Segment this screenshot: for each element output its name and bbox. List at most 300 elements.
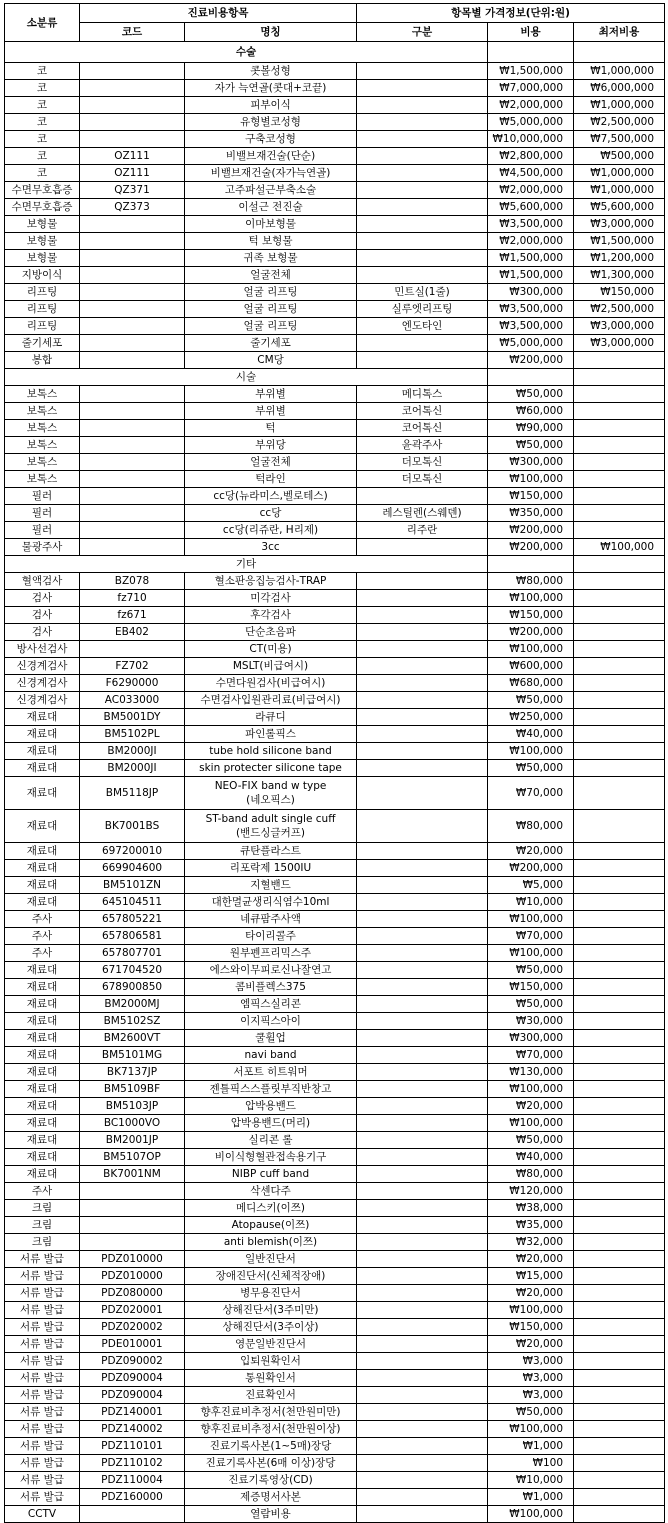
cell-subcat: 크림 [5, 1234, 80, 1251]
cell-name: 비밸브재건술(자가늑연골) [185, 165, 357, 182]
cell-cost: ₩50,000 [488, 996, 574, 1013]
table-row [5, 148, 665, 165]
section-empty-cell [574, 369, 665, 386]
table-row [5, 335, 665, 352]
cell-cost: ₩20,000 [488, 843, 574, 860]
table-row [5, 860, 665, 877]
cell-name: 서포트 히트워머 [185, 1064, 357, 1081]
cell-cost: ₩600,000 [488, 658, 574, 675]
cell-type [357, 743, 488, 760]
table-row [5, 1353, 665, 1370]
cell-subcat: 물광주사 [5, 539, 80, 556]
cell-subcat: 수면무호흡증 [5, 199, 80, 216]
cell-cost: ₩20,000 [488, 1336, 574, 1353]
cell-code: AC033000 [80, 692, 185, 709]
cell-subcat: 재료대 [5, 1115, 80, 1132]
cell-subcat: 서류 발급 [5, 1353, 80, 1370]
cell-min-cost [574, 1336, 665, 1353]
cell-name: 입퇴원확인서 [185, 1353, 357, 1370]
cell-name: skin protecter silicone tape [185, 760, 357, 777]
cell-code [80, 318, 185, 335]
cell-code: PDZ010000 [80, 1251, 185, 1268]
cell-name: 얼굴전체 [185, 454, 357, 471]
table-row [5, 573, 665, 590]
cell-name: Atopause(이쯔) [185, 1217, 357, 1234]
cell-min-cost [574, 573, 665, 590]
cell-min-cost [574, 979, 665, 996]
cell-type [357, 1200, 488, 1217]
header-group-items: 진료비용항목 [80, 4, 357, 23]
cell-code: BK7137JP [80, 1064, 185, 1081]
cell-min-cost: ₩500,000 [574, 148, 665, 165]
cell-min-cost [574, 454, 665, 471]
cell-name: 제증명서사본 [185, 1489, 357, 1506]
cell-cost: ₩300,000 [488, 284, 574, 301]
cell-subcat: 재료대 [5, 743, 80, 760]
cell-cost: ₩300,000 [488, 1030, 574, 1047]
cell-code: PDZ010000 [80, 1268, 185, 1285]
cell-min-cost [574, 607, 665, 624]
cell-name: 줄기세포 [185, 335, 357, 352]
table-row [5, 1149, 665, 1166]
cell-name: 비밸브재건술(단순) [185, 148, 357, 165]
cell-code: BM5101MG [80, 1047, 185, 1064]
cell-cost: ₩5,000 [488, 877, 574, 894]
cell-cost: ₩680,000 [488, 675, 574, 692]
cell-code [80, 420, 185, 437]
cell-type: 레스틸렌(스웨덴) [357, 505, 488, 522]
cell-name: cc당(뉴라미스,벨로테스) [185, 488, 357, 505]
cell-subcat: 검사 [5, 607, 80, 624]
cell-code [80, 267, 185, 284]
cell-code: PDZ160000 [80, 1489, 185, 1506]
cell-type [357, 1013, 488, 1030]
cell-name: 진료확인서 [185, 1387, 357, 1404]
cell-min-cost: ₩1,000,000 [574, 63, 665, 80]
cell-type [357, 1336, 488, 1353]
cell-type [357, 148, 488, 165]
cell-type [357, 1166, 488, 1183]
cell-code: BM2600VT [80, 1030, 185, 1047]
cell-cost: ₩5,000,000 [488, 114, 574, 131]
cell-cost: ₩4,500,000 [488, 165, 574, 182]
table-row [5, 1115, 665, 1132]
table-row [5, 386, 665, 403]
cell-name: 파인롤픽스 [185, 726, 357, 743]
cell-code [80, 1506, 185, 1523]
cell-subcat: 보톡스 [5, 454, 80, 471]
cell-type [357, 1132, 488, 1149]
cell-name: 얼굴 리프팅 [185, 318, 357, 335]
cell-name: CT(미용) [185, 641, 357, 658]
cell-cost: ₩100,000 [488, 945, 574, 962]
cell-min-cost [574, 996, 665, 1013]
cell-subcat: 필러 [5, 505, 80, 522]
cell-code: BM2001JP [80, 1132, 185, 1149]
cell-min-cost: ₩1,300,000 [574, 267, 665, 284]
table-row [5, 675, 665, 692]
table-row [5, 1336, 665, 1353]
cell-type [357, 641, 488, 658]
cell-min-cost [574, 488, 665, 505]
cell-subcat: 서류 발급 [5, 1370, 80, 1387]
cell-name: 상해진단서(3주이상) [185, 1319, 357, 1336]
cell-type [357, 233, 488, 250]
cell-name: 향후진료비추정서(천만원미만) [185, 1404, 357, 1421]
cell-min-cost [574, 1285, 665, 1302]
cell-type [357, 1115, 488, 1132]
cell-type [357, 607, 488, 624]
table-row [5, 641, 665, 658]
cell-type [357, 1149, 488, 1166]
cell-cost: ₩1,500,000 [488, 250, 574, 267]
cell-type [357, 810, 488, 843]
cell-min-cost [574, 692, 665, 709]
cell-cost: ₩50,000 [488, 437, 574, 454]
cell-name: cc당(리쥬란, H리제) [185, 522, 357, 539]
cell-code: F6290000 [80, 675, 185, 692]
table-row [5, 522, 665, 539]
cell-subcat: 서류 발급 [5, 1404, 80, 1421]
table-row [5, 709, 665, 726]
table-row [5, 692, 665, 709]
cell-subcat: 재료대 [5, 1132, 80, 1149]
cell-min-cost [574, 1319, 665, 1336]
cell-type: 코어톡신 [357, 403, 488, 420]
cell-subcat: 재료대 [5, 1166, 80, 1183]
cell-min-cost [574, 1421, 665, 1438]
header-min-cost: 최저비용 [574, 23, 665, 42]
cell-subcat: 서류 발급 [5, 1421, 80, 1438]
table-row [5, 352, 665, 369]
cell-min-cost [574, 1268, 665, 1285]
cell-min-cost [574, 471, 665, 488]
cell-cost: ₩30,000 [488, 1013, 574, 1030]
section-row [5, 42, 665, 63]
cell-type [357, 1217, 488, 1234]
cell-code [80, 437, 185, 454]
cell-type [357, 860, 488, 877]
cell-code [80, 522, 185, 539]
cell-type [357, 843, 488, 860]
cell-name: 압박용밴드 [185, 1098, 357, 1115]
price-table [4, 3, 665, 1523]
cell-type: 더모톡신 [357, 454, 488, 471]
cell-code: PDE010001 [80, 1336, 185, 1353]
table-row [5, 743, 665, 760]
cell-min-cost [574, 1013, 665, 1030]
cell-subcat: 필러 [5, 522, 80, 539]
cell-type [357, 928, 488, 945]
table-row [5, 1047, 665, 1064]
cell-cost: ₩15,000 [488, 1268, 574, 1285]
cell-cost: ₩3,500,000 [488, 318, 574, 335]
table-row [5, 488, 665, 505]
table-row [5, 454, 665, 471]
cell-name: 진료기록사본(1~5매)장당 [185, 1438, 357, 1455]
cell-name: 네큐팜주사액 [185, 911, 357, 928]
cell-min-cost [574, 1251, 665, 1268]
cell-name: 타이리콜주 [185, 928, 357, 945]
table-row [5, 810, 665, 843]
cell-min-cost: ₩5,600,000 [574, 199, 665, 216]
cell-type: 실루엣리프팅 [357, 301, 488, 318]
cell-min-cost [574, 624, 665, 641]
cell-type [357, 777, 488, 810]
cell-name: 압박용밴드(머리) [185, 1115, 357, 1132]
cell-code: BK7001BS [80, 810, 185, 843]
cell-type [357, 267, 488, 284]
cell-min-cost [574, 641, 665, 658]
cell-subcat: 재료대 [5, 860, 80, 877]
table-row [5, 267, 665, 284]
cell-name: 대한멸균생리식염수10ml [185, 894, 357, 911]
cell-subcat: 재료대 [5, 1030, 80, 1047]
cell-subcat: 주사 [5, 928, 80, 945]
cell-name: 젠틀픽스스플릿부직반창고 [185, 1081, 357, 1098]
cell-min-cost: ₩150,000 [574, 284, 665, 301]
table-row [5, 1438, 665, 1455]
cell-min-cost [574, 1149, 665, 1166]
cell-cost: ₩3,500,000 [488, 301, 574, 318]
cell-type: 리주란 [357, 522, 488, 539]
cell-name: 에스와이무피로신나잘연고 [185, 962, 357, 979]
cell-cost: ₩100,000 [488, 1302, 574, 1319]
cell-type [357, 1353, 488, 1370]
cell-cost: ₩200,000 [488, 352, 574, 369]
cell-cost: ₩10,000,000 [488, 131, 574, 148]
cell-min-cost [574, 1166, 665, 1183]
table-row [5, 403, 665, 420]
cell-name: anti blemish(이쯔) [185, 1234, 357, 1251]
table-row [5, 1234, 665, 1251]
cell-subcat: 수면무호흡증 [5, 182, 80, 199]
cell-subcat: 재료대 [5, 843, 80, 860]
cell-subcat: 코 [5, 148, 80, 165]
cell-name: 피부이식 [185, 97, 357, 114]
table-row [5, 420, 665, 437]
cell-min-cost [574, 709, 665, 726]
cell-min-cost [574, 726, 665, 743]
cell-cost: ₩3,000 [488, 1370, 574, 1387]
cell-name: 쿨휠업 [185, 1030, 357, 1047]
cell-subcat: 혈액검사 [5, 573, 80, 590]
cell-subcat: 리프팅 [5, 301, 80, 318]
cell-subcat: 주사 [5, 1183, 80, 1200]
cell-cost: ₩80,000 [488, 1166, 574, 1183]
cell-code: BM5102PL [80, 726, 185, 743]
table-row [5, 284, 665, 301]
cell-code [80, 250, 185, 267]
cell-subcat: 보형물 [5, 233, 80, 250]
cell-min-cost [574, 386, 665, 403]
cell-name: 구축코성형 [185, 131, 357, 148]
header-cost: 비용 [488, 23, 574, 42]
cell-name: 향후진료비추정서(천만원이상) [185, 1421, 357, 1438]
cell-type [357, 131, 488, 148]
cell-cost: ₩150,000 [488, 1319, 574, 1336]
cell-name: 유형별코성형 [185, 114, 357, 131]
cell-cost: ₩100,000 [488, 911, 574, 928]
cell-cost: ₩70,000 [488, 928, 574, 945]
cell-cost: ₩100,000 [488, 471, 574, 488]
cell-type [357, 488, 488, 505]
table-row [5, 624, 665, 641]
cell-code [80, 1234, 185, 1251]
cell-min-cost [574, 1234, 665, 1251]
cell-subcat: 재료대 [5, 1013, 80, 1030]
cell-type [357, 945, 488, 962]
cell-name: 영문일반진단서 [185, 1336, 357, 1353]
cell-cost: ₩50,000 [488, 1404, 574, 1421]
table-row [5, 1421, 665, 1438]
table-row [5, 877, 665, 894]
table-row [5, 1013, 665, 1030]
cell-min-cost: ₩1,000,000 [574, 97, 665, 114]
table-row [5, 996, 665, 1013]
table-row [5, 1404, 665, 1421]
cell-min-cost [574, 1217, 665, 1234]
table-row [5, 250, 665, 267]
cell-code: 645104511 [80, 894, 185, 911]
table-row [5, 63, 665, 80]
cell-name: 비이식형혈관접속용기구 [185, 1149, 357, 1166]
cell-code: BC1000VO [80, 1115, 185, 1132]
cell-type [357, 1098, 488, 1115]
cell-type [357, 182, 488, 199]
cell-min-cost [574, 1115, 665, 1132]
cell-type [357, 573, 488, 590]
header-name: 명칭 [185, 23, 357, 42]
cell-name: 얼굴전체 [185, 267, 357, 284]
cell-cost: ₩2,000,000 [488, 233, 574, 250]
cell-code [80, 1183, 185, 1200]
cell-cost: ₩2,800,000 [488, 148, 574, 165]
cell-type [357, 692, 488, 709]
cell-min-cost [574, 590, 665, 607]
cell-cost: ₩200,000 [488, 860, 574, 877]
cell-code: PDZ090004 [80, 1387, 185, 1404]
table-row [5, 777, 665, 810]
cell-type: 윤곽주사 [357, 437, 488, 454]
cell-name: 이지픽스아이 [185, 1013, 357, 1030]
cell-code: PDZ090004 [80, 1370, 185, 1387]
cell-type: 더모톡신 [357, 471, 488, 488]
cell-min-cost [574, 437, 665, 454]
cell-cost: ₩300,000 [488, 454, 574, 471]
cell-cost: ₩38,000 [488, 1200, 574, 1217]
cell-cost: ₩100,000 [488, 590, 574, 607]
table-row [5, 1455, 665, 1472]
cell-name: 턱 [185, 420, 357, 437]
cell-code: PDZ110004 [80, 1472, 185, 1489]
header-group-price: 항목별 가격정보(단위:원) [357, 4, 665, 23]
cell-subcat: 리프팅 [5, 284, 80, 301]
table-row [5, 182, 665, 199]
cell-name: 열람비용 [185, 1506, 357, 1523]
table-row [5, 1183, 665, 1200]
cell-subcat: 재료대 [5, 1064, 80, 1081]
cell-subcat: 재료대 [5, 996, 80, 1013]
cell-min-cost [574, 1132, 665, 1149]
cell-type [357, 63, 488, 80]
cell-name: 후각검사 [185, 607, 357, 624]
cell-name: 자가 늑연골(콧대+코끝) [185, 80, 357, 97]
cell-subcat: 재료대 [5, 894, 80, 911]
cell-type [357, 1455, 488, 1472]
cell-code: PDZ140001 [80, 1404, 185, 1421]
table-row [5, 505, 665, 522]
cell-code [80, 131, 185, 148]
cell-min-cost [574, 894, 665, 911]
cell-name: 턱 보형물 [185, 233, 357, 250]
cell-min-cost [574, 877, 665, 894]
cell-type [357, 97, 488, 114]
cell-type [357, 1438, 488, 1455]
cell-type [357, 760, 488, 777]
cell-subcat: 보형물 [5, 250, 80, 267]
cell-min-cost: ₩1,500,000 [574, 233, 665, 250]
cell-cost: ₩200,000 [488, 522, 574, 539]
cell-min-cost [574, 1370, 665, 1387]
cell-type [357, 539, 488, 556]
cell-cost: ₩70,000 [488, 777, 574, 810]
cell-min-cost [574, 962, 665, 979]
cell-code [80, 114, 185, 131]
table-row [5, 114, 665, 131]
cell-cost: ₩100,000 [488, 1421, 574, 1438]
cell-code [80, 352, 185, 369]
cell-cost: ₩350,000 [488, 505, 574, 522]
cell-name: 일반진단서 [185, 1251, 357, 1268]
cell-cost: ₩250,000 [488, 709, 574, 726]
cell-name: navi band [185, 1047, 357, 1064]
cell-subcat: 주사 [5, 911, 80, 928]
cell-type [357, 1047, 488, 1064]
cell-code: 671704520 [80, 962, 185, 979]
section-title: 기타 [5, 556, 488, 573]
cell-code: BM5107OP [80, 1149, 185, 1166]
cell-name: 이마보형물 [185, 216, 357, 233]
table-row [5, 1387, 665, 1404]
table-body [5, 42, 665, 1523]
cell-subcat: 재료대 [5, 709, 80, 726]
cell-cost: ₩5,000,000 [488, 335, 574, 352]
cell-subcat: 서류 발급 [5, 1472, 80, 1489]
cell-cost: ₩90,000 [488, 420, 574, 437]
cell-type [357, 1404, 488, 1421]
table-row [5, 1251, 665, 1268]
cell-type [357, 962, 488, 979]
cell-subcat: 재료대 [5, 1047, 80, 1064]
table-row [5, 928, 665, 945]
cell-min-cost [574, 1489, 665, 1506]
cell-subcat: 리프팅 [5, 318, 80, 335]
table-row [5, 843, 665, 860]
cell-type [357, 1183, 488, 1200]
cell-min-cost: ₩3,000,000 [574, 335, 665, 352]
cell-type [357, 165, 488, 182]
header-subcat: 소분류 [5, 4, 80, 42]
header-type: 구분 [357, 23, 488, 42]
cell-name: 콤비플렉스375 [185, 979, 357, 996]
section-empty-cell [574, 556, 665, 573]
cell-subcat: 재료대 [5, 810, 80, 843]
cell-cost: ₩50,000 [488, 962, 574, 979]
cell-type [357, 709, 488, 726]
cell-min-cost [574, 522, 665, 539]
cell-name: 원부펜프리믹스주 [185, 945, 357, 962]
